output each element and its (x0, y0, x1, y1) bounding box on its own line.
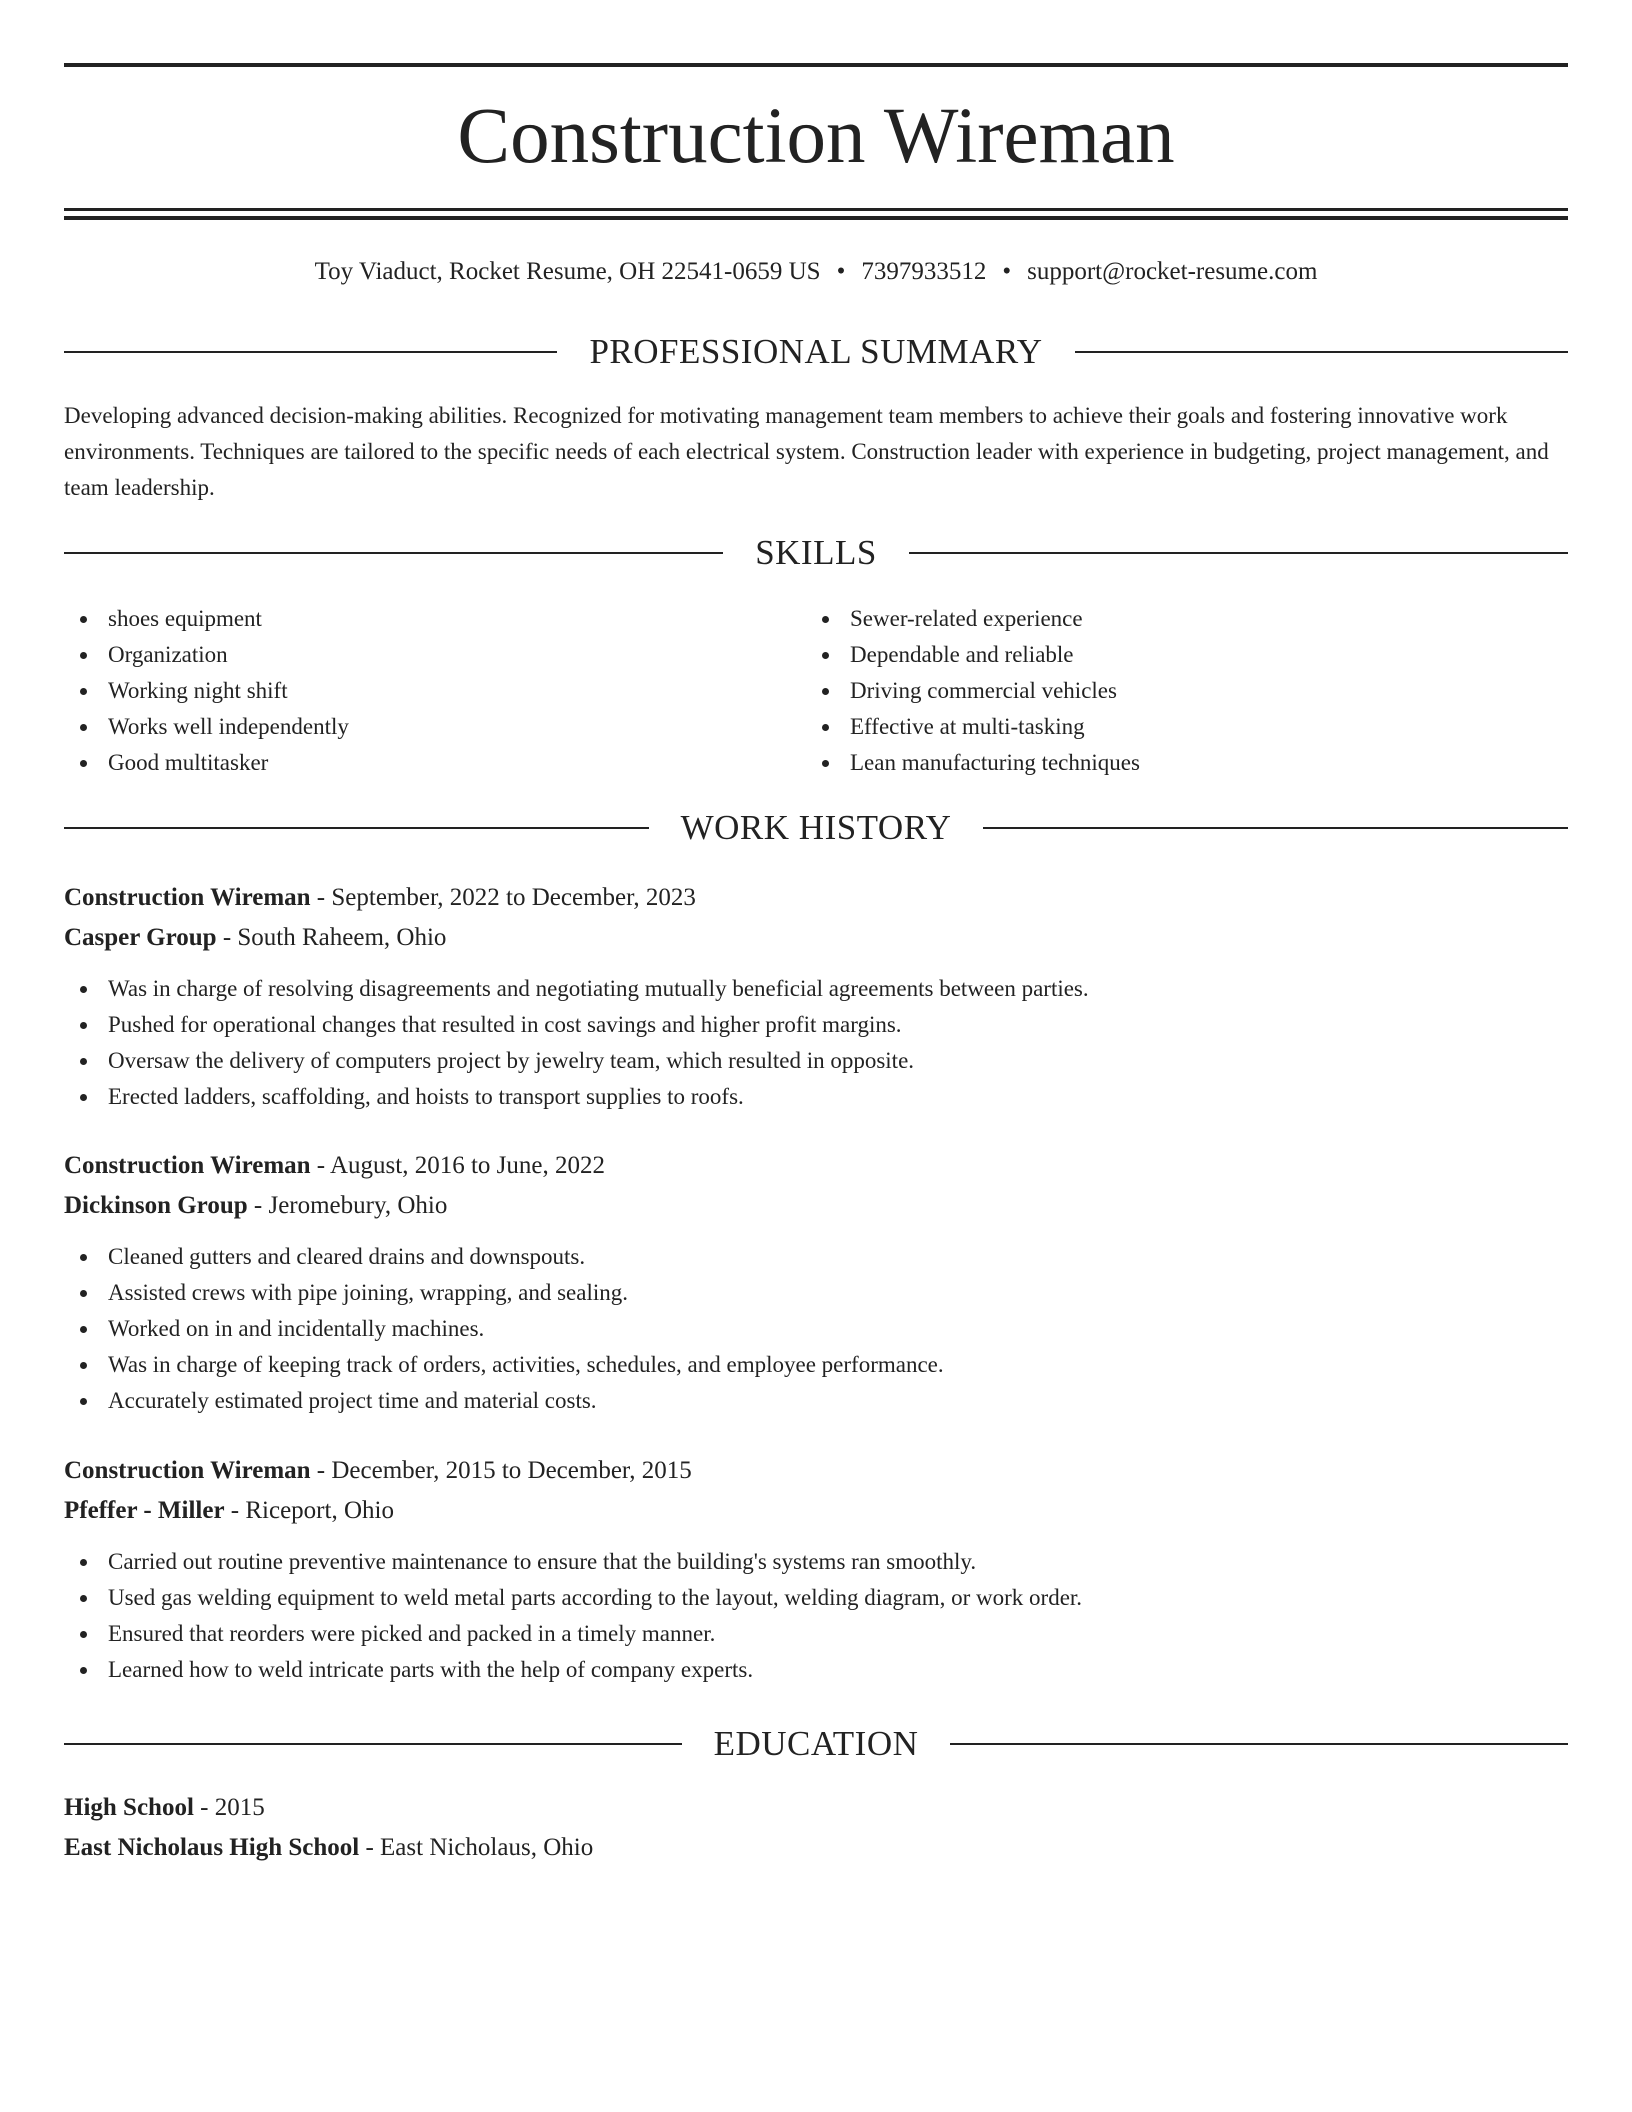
job-company-line (64, 1493, 394, 1529)
job-title-line (64, 880, 696, 916)
job-location: - Riceport, Ohio (224, 1497, 394, 1524)
skill-item: Good multitasker (64, 745, 804, 781)
contact-line (64, 254, 1568, 290)
summary-heading (64, 332, 1568, 372)
skills-heading-label: SKILLS (755, 533, 877, 572)
resume-title: Construction Wireman (457, 93, 1175, 180)
job-bullet: Cleaned gutters and cleared drains and downspouts. (64, 1239, 1568, 1275)
job-bullets (64, 971, 1568, 1115)
skill-item: Effective at multi-tasking (806, 709, 1546, 745)
job-dates: - August, 2016 to June, 2022 (310, 1152, 605, 1179)
top-rule (64, 63, 1568, 67)
job-dates: - December, 2015 to December, 2015 (310, 1457, 692, 1484)
job-bullet: Accurately estimated project time and material costs. (64, 1383, 1568, 1419)
skill-item: Dependable and reliable (806, 637, 1546, 673)
job-company: Casper Group (64, 924, 217, 951)
job-bullet: Learned how to weld intricate parts with the help of company experts. (64, 1652, 1568, 1688)
heading-rule (950, 1743, 1568, 1745)
skills-heading (64, 533, 1568, 573)
job-bullet: Was in charge of resolving disagreements and negotiating mutually beneficial agreements between parties. (64, 971, 1568, 1007)
summary-heading-label: PROFESSIONAL SUMMARY (589, 332, 1043, 371)
heading-rule (64, 1743, 682, 1745)
job-company: Dickinson Group (64, 1192, 248, 1219)
job-title: Construction Wireman (64, 884, 311, 911)
summary-text: Developing advanced decision-making abilities. Recognized for motivating management team members to achieve their goals and fostering innovative work environments. Techniques are tailored to the specific needs of each electrical system. Construction leader with experience in budgeting, project management, and team leadership. (64, 403, 1549, 500)
skills-list-left (64, 601, 804, 781)
job-bullet: Worked on in and incidentally machines. (64, 1311, 1568, 1347)
job-company-line (64, 1188, 447, 1224)
job-bullet: Erected ladders, scaffolding, and hoists to transport supplies to roofs. (64, 1079, 1568, 1115)
title-double-rule-upper (64, 208, 1568, 211)
heading-rule (64, 827, 649, 829)
job-bullet: Was in charge of keeping track of orders, activities, schedules, and employee performance. (64, 1347, 1568, 1383)
job-bullet: Used gas welding equipment to weld metal parts according to the layout, welding diagram, or work order. (64, 1580, 1568, 1616)
heading-rule (64, 351, 557, 353)
skill-item: Organization (64, 637, 804, 673)
heading-rule (64, 552, 723, 554)
job-bullet: Pushed for operational changes that resulted in cost savings and higher profit margins. (64, 1007, 1568, 1043)
education-school: East Nicholaus High School (64, 1834, 360, 1861)
skill-item: Working night shift (64, 673, 804, 709)
job-bullets (64, 1239, 1568, 1419)
heading-rule (909, 552, 1568, 554)
job-bullet: Assisted crews with pipe joining, wrapping, and sealing. (64, 1275, 1568, 1311)
job-bullet: Carried out routine preventive maintenance to ensure that the building's systems ran smoothly. (64, 1544, 1568, 1580)
skill-item: Works well independently (64, 709, 804, 745)
job-location: - Jeromebury, Ohio (247, 1192, 448, 1219)
job-location: - South Raheem, Ohio (216, 924, 447, 951)
job-title: Construction Wireman (64, 1152, 311, 1179)
skill-item: Lean manufacturing techniques (806, 745, 1546, 781)
job-title-line (64, 1453, 692, 1489)
work-heading (64, 808, 1568, 848)
contact-separator: • (1002, 258, 1012, 285)
contact-address: Toy Viaduct, Rocket Resume, OH 22541-0659 US (314, 258, 821, 285)
job-title-line (64, 1148, 605, 1184)
skill-item: Sewer-related experience (806, 601, 1546, 637)
education-heading (64, 1724, 1568, 1764)
contact-phone: 7397933512 (861, 258, 987, 285)
education-school-line (64, 1830, 593, 1866)
education-location: - East Nicholaus, Ohio (359, 1834, 594, 1861)
job-bullet: Oversaw the delivery of computers project by jewelry team, which resulted in opposite. (64, 1043, 1568, 1079)
job-company: Pfeffer - Miller (64, 1497, 225, 1524)
title-double-rule-lower (64, 216, 1568, 220)
heading-rule (983, 827, 1568, 829)
skill-item: Driving commercial vehicles (806, 673, 1546, 709)
skill-item: shoes equipment (64, 601, 804, 637)
job-dates: - September, 2022 to December, 2023 (310, 884, 696, 911)
job-title: Construction Wireman (64, 1457, 311, 1484)
education-degree-line (64, 1790, 265, 1826)
work-heading-label: WORK HISTORY (680, 808, 952, 847)
education-year: - 2015 (193, 1794, 265, 1821)
contact-email: support@rocket-resume.com (1027, 258, 1318, 285)
education-heading-label: EDUCATION (713, 1724, 919, 1763)
job-bullets (64, 1544, 1568, 1688)
job-bullet: Ensured that reorders were picked and packed in a timely manner. (64, 1616, 1568, 1652)
heading-rule (1075, 351, 1568, 353)
contact-separator: • (836, 258, 846, 285)
skills-list-right (806, 601, 1546, 781)
job-company-line (64, 920, 446, 956)
education-degree: High School (64, 1794, 194, 1821)
